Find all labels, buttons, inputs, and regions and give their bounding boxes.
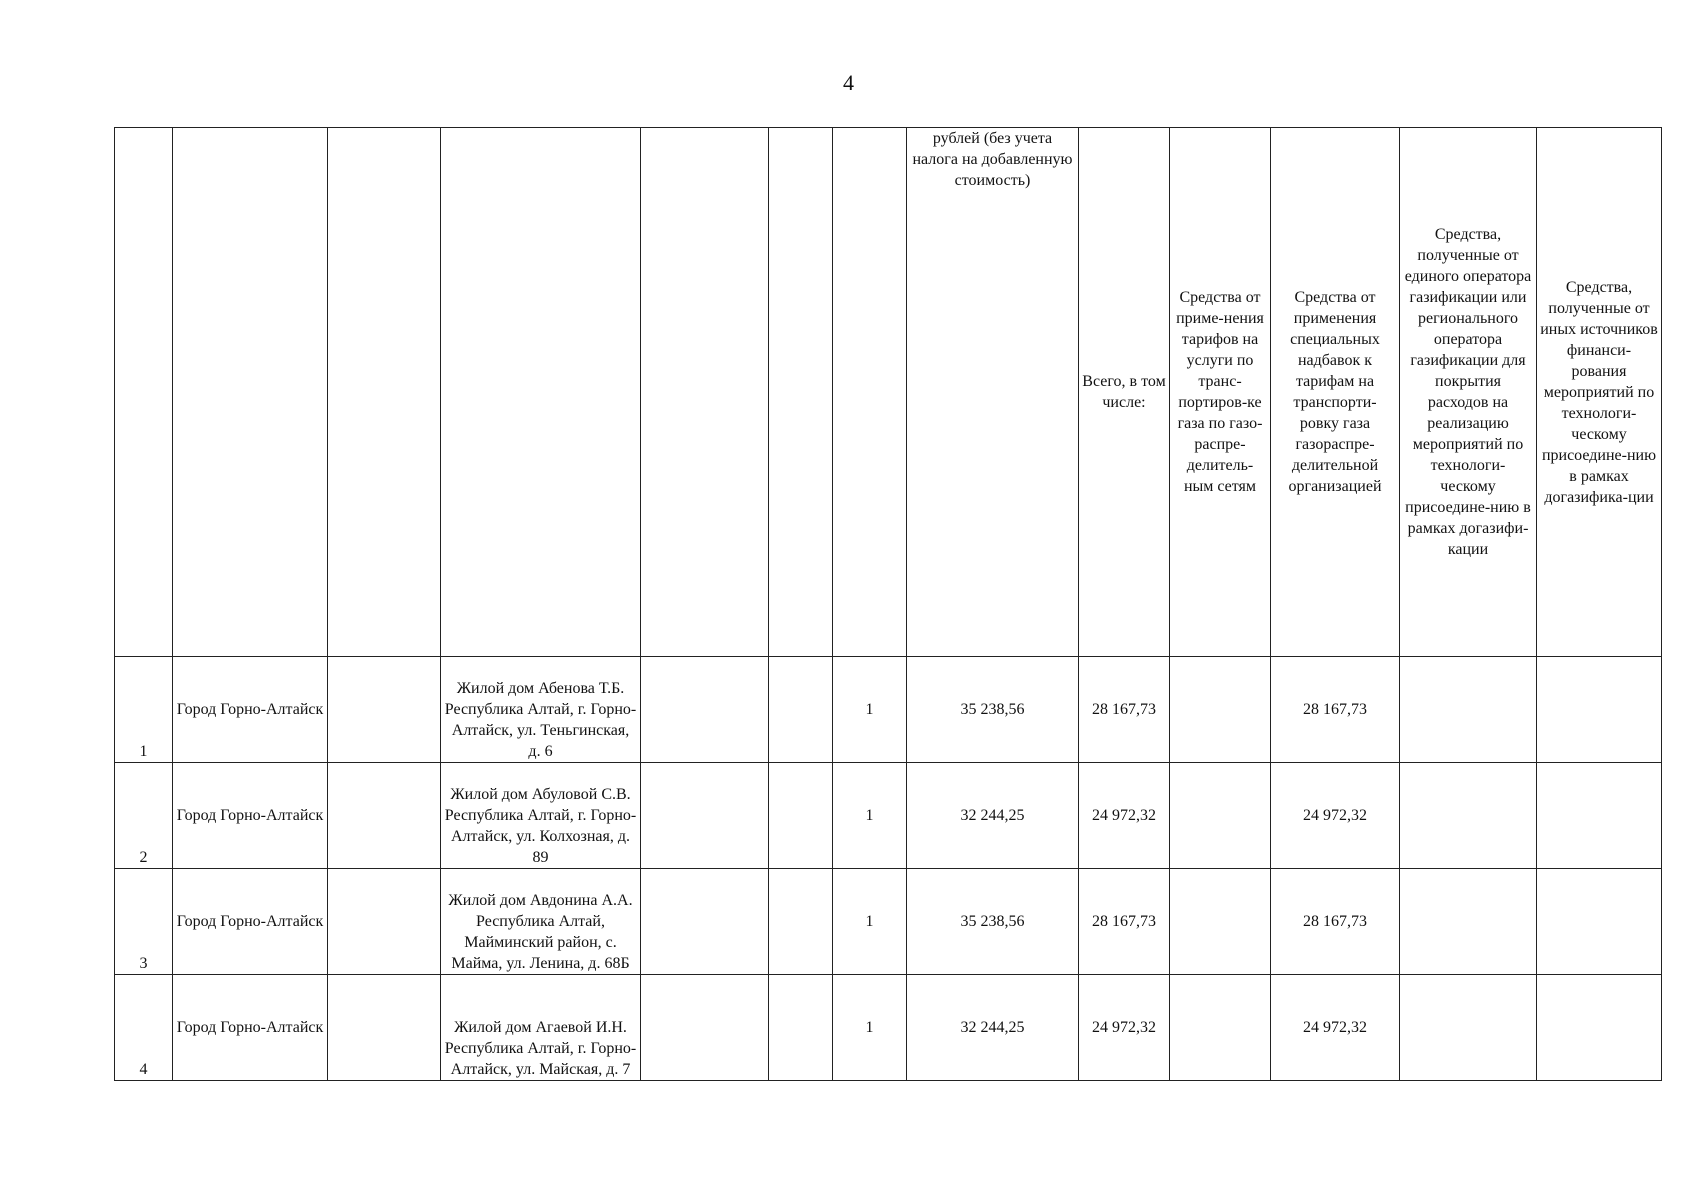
row-cost: 35 238,56 xyxy=(907,869,1079,975)
header-cell-empty xyxy=(641,128,769,657)
table-row xyxy=(115,975,1662,1081)
row-markup-funds: 28 167,73 xyxy=(1271,657,1400,763)
table-header-row xyxy=(115,128,1662,657)
row-total: 28 167,73 xyxy=(1079,657,1170,763)
header-total-incl: Всего, в том числе: xyxy=(1079,128,1170,657)
row-total: 28 167,73 xyxy=(1079,869,1170,975)
row-other-funds xyxy=(1537,869,1662,975)
row-markup-funds: 24 972,32 xyxy=(1271,763,1400,869)
row-empty-cell xyxy=(641,657,769,763)
header-cost-note: рублей (без учета налога на добавленную стоимость) xyxy=(907,128,1079,657)
row-operator-funds xyxy=(1400,657,1537,763)
header-cell-empty xyxy=(328,128,441,657)
row-empty-cell xyxy=(641,869,769,975)
row-city: Город Горно-Алтайск xyxy=(173,869,328,975)
row-empty-cell xyxy=(328,975,441,1081)
row-markup-funds: 24 972,32 xyxy=(1271,975,1400,1081)
page-number: 4 xyxy=(843,70,854,95)
header-tariff-funds: Средства от приме-нения тарифов на услуги по транс-портиров-ке газа по газо-распре-делитель-ным сетям xyxy=(1170,128,1271,657)
row-quantity: 1 xyxy=(833,975,907,1081)
table-row xyxy=(115,869,1662,975)
row-city: Город Горно-Алтайск xyxy=(173,763,328,869)
row-city: Город Горно-Алтайск xyxy=(173,657,328,763)
row-quantity: 1 xyxy=(833,657,907,763)
row-number: 4 xyxy=(115,975,173,1081)
row-empty-cell xyxy=(769,657,833,763)
row-empty-cell xyxy=(641,763,769,869)
row-cost: 35 238,56 xyxy=(907,657,1079,763)
header-cell-empty xyxy=(833,128,907,657)
row-address: Жилой дом Авдонина А.А. Республика Алтай, Майминский район, с. Майма, ул. Ленина, д. 68Б xyxy=(441,869,641,975)
row-other-funds xyxy=(1537,763,1662,869)
row-address: Жилой дом Абенова Т.Б. Республика Алтай, г. Горно-Алтайск, ул. Теньгинская, д. 6 xyxy=(441,657,641,763)
header-cell-empty xyxy=(769,128,833,657)
row-total: 24 972,32 xyxy=(1079,763,1170,869)
row-empty-cell xyxy=(769,869,833,975)
row-empty-cell xyxy=(328,763,441,869)
gasification-table xyxy=(114,127,1662,1081)
row-empty-cell xyxy=(328,869,441,975)
row-empty-cell xyxy=(641,975,769,1081)
row-tariff-funds xyxy=(1170,657,1271,763)
row-empty-cell xyxy=(328,657,441,763)
row-cost: 32 244,25 xyxy=(907,975,1079,1081)
header-cell-empty xyxy=(441,128,641,657)
row-operator-funds xyxy=(1400,763,1537,869)
row-empty-cell xyxy=(769,763,833,869)
row-tariff-funds xyxy=(1170,763,1271,869)
header-other-funds: Средства, полученные от иных источников финанси-рования мероприятий по технологи-ческому присоедине-нию в рамках догазифика-ции xyxy=(1537,128,1662,657)
row-address: Жилой дом Абуловой С.В. Республика Алтай, г. Горно-Алтайск, ул. Колхозная, д. 89 xyxy=(441,763,641,869)
header-markup-funds: Средства от применения специальных надбавок к тарифам на транспорти-ровку газа газораспре-делительной организацией xyxy=(1271,128,1400,657)
row-tariff-funds xyxy=(1170,975,1271,1081)
row-number: 3 xyxy=(115,869,173,975)
row-number: 2 xyxy=(115,763,173,869)
row-quantity: 1 xyxy=(833,763,907,869)
row-empty-cell xyxy=(769,975,833,1081)
row-total: 24 972,32 xyxy=(1079,975,1170,1081)
row-markup-funds: 28 167,73 xyxy=(1271,869,1400,975)
row-operator-funds xyxy=(1400,869,1537,975)
row-address: Жилой дом Агаевой И.Н. Республика Алтай, г. Горно-Алтайск, ул. Майская, д. 7 xyxy=(441,975,641,1081)
table-row xyxy=(115,763,1662,869)
header-cell-empty xyxy=(115,128,173,657)
row-quantity: 1 xyxy=(833,869,907,975)
row-cost: 32 244,25 xyxy=(907,763,1079,869)
row-operator-funds xyxy=(1400,975,1537,1081)
header-operator-funds: Средства, полученные от единого оператора газификации или регионального оператора газификации для покрытия расходов на реализацию мероприятий по технологи-ческому присоедине-нию в рамках догазифи-кации xyxy=(1400,128,1537,657)
header-cell-empty xyxy=(173,128,328,657)
row-tariff-funds xyxy=(1170,869,1271,975)
row-number: 1 xyxy=(115,657,173,763)
row-other-funds xyxy=(1537,975,1662,1081)
table-row xyxy=(115,657,1662,763)
row-city: Город Горно-Алтайск xyxy=(173,975,328,1081)
row-other-funds xyxy=(1537,657,1662,763)
